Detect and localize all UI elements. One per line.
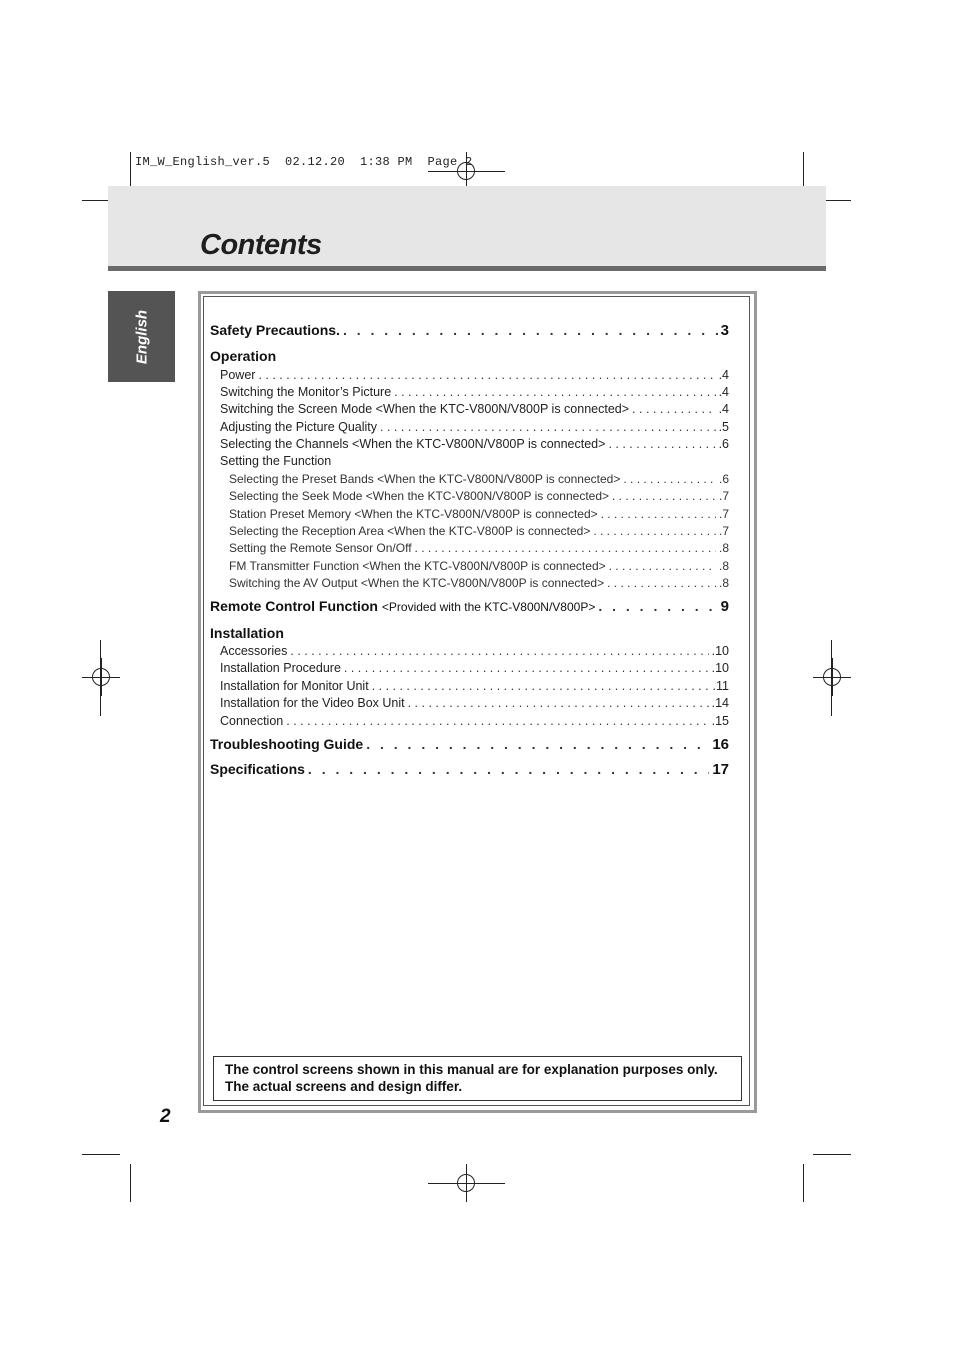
- leader-dots: [607, 576, 716, 590]
- leader-dots: [601, 507, 716, 521]
- toc-label: Selecting the Reception Area <When the KTC-V800P is connected>: [229, 524, 591, 538]
- toc-page: .5: [718, 420, 729, 434]
- toc-page: .7: [718, 507, 729, 521]
- toc-entry[interactable]: [220, 644, 729, 658]
- header-rule: [108, 266, 826, 271]
- toc-entry[interactable]: [229, 507, 729, 521]
- toc-label: Installation for the Video Box Unit: [220, 696, 405, 710]
- toc-page: 17: [712, 761, 729, 778]
- toc-entry[interactable]: [229, 576, 729, 590]
- toc-entry[interactable]: [220, 679, 729, 693]
- toc-page: .10: [711, 644, 729, 658]
- toc-entry-remote[interactable]: [210, 598, 729, 615]
- toc-entry-troubleshooting[interactable]: [210, 736, 729, 753]
- leader-dots: [286, 714, 708, 728]
- toc-entry[interactable]: [229, 472, 729, 486]
- toc-page: 16: [712, 736, 729, 753]
- toc-entry[interactable]: [229, 489, 729, 503]
- toc-label: Adjusting the Picture Quality: [220, 420, 378, 434]
- toc-page: .8: [718, 576, 729, 590]
- crop-mark: [82, 1154, 120, 1155]
- toc-page: .10: [711, 661, 729, 675]
- toc-label: Specifications: [210, 761, 305, 777]
- toc-entry[interactable]: [220, 661, 729, 675]
- toc-entry-safety[interactable]: [210, 322, 729, 339]
- toc-label: Station Preset Memory <When the KTC-V800N/V800P is connected>: [229, 507, 598, 521]
- toc-label-note: <Provided with the KTC-V800N/V800P>: [381, 600, 596, 614]
- toc-page: .8: [718, 559, 729, 573]
- toc-entry[interactable]: [229, 559, 729, 573]
- toc-label: Switching the Monitor’s Picture: [220, 385, 392, 399]
- toc-label: Selecting the Channels <When the KTC-V800N/V800P is connected>: [220, 437, 606, 451]
- leader-dots: [372, 679, 710, 693]
- toc-page: 9: [720, 598, 729, 615]
- toc-label: Remote Control Function: [210, 598, 378, 614]
- toc-heading-installation: Installation: [210, 625, 284, 641]
- leader-dots: [623, 472, 716, 486]
- notice-text: The control screens shown in this manual are for explanation purposes only. The actual screens and design differ.: [225, 1062, 718, 1094]
- toc-label: Installation Procedure: [220, 661, 341, 675]
- toc-entry[interactable]: [220, 402, 729, 416]
- crop-mark: [803, 1164, 804, 1202]
- toc-entry-specifications[interactable]: [210, 761, 729, 778]
- leader-dots: [343, 322, 718, 338]
- toc-label: Selecting the Preset Bands <When the KTC-V800N/V800P is connected>: [229, 472, 621, 486]
- leader-dots: [408, 696, 709, 710]
- toc-page: .7: [718, 489, 729, 503]
- leader-dots: [290, 644, 708, 658]
- crop-mark: [803, 152, 804, 190]
- toc-page: .7: [718, 524, 729, 538]
- print-slug: IM_W_English_ver.5 02.12.20 1:38 PM Page 2: [135, 155, 473, 169]
- language-tab: [108, 291, 175, 382]
- leader-dots: [609, 559, 716, 573]
- toc-page: .4: [718, 402, 729, 416]
- crop-mark: [130, 1164, 131, 1202]
- toc-page: .6: [718, 437, 729, 451]
- leader-dots: [394, 385, 715, 399]
- toc-entry[interactable]: [220, 437, 729, 451]
- page-number: 2: [160, 1106, 171, 1127]
- notice-box: [213, 1056, 742, 1101]
- registration-mark-icon: [82, 658, 120, 696]
- toc-label: Connection: [220, 714, 284, 728]
- toc-entry[interactable]: [220, 696, 729, 710]
- leader-dots: [598, 598, 717, 614]
- toc-label: Accessories: [220, 644, 288, 658]
- leader-dots: [308, 761, 709, 777]
- toc-entry[interactable]: [220, 714, 729, 728]
- leader-dots: [593, 524, 716, 538]
- language-tab-label: English: [133, 309, 150, 364]
- crop-mark: [130, 152, 131, 190]
- toc-page: .8: [718, 541, 729, 555]
- toc-label: Setting the Remote Sensor On/Off: [229, 541, 412, 555]
- toc-page: 3: [720, 322, 729, 339]
- toc-label-group: [210, 598, 595, 614]
- toc-page: .11: [712, 679, 729, 693]
- leader-dots: [258, 368, 715, 382]
- toc-page: .4: [718, 368, 729, 382]
- toc-subheading: Setting the Function: [220, 454, 332, 468]
- toc-label: Installation for Monitor Unit: [220, 679, 369, 693]
- toc-page: .15: [711, 714, 729, 728]
- toc-label: FM Transmitter Function <When the KTC-V800N/V800P is connected>: [229, 559, 606, 573]
- toc-entry[interactable]: [220, 420, 729, 434]
- toc-label: Power: [220, 368, 256, 382]
- crop-mark: [813, 1154, 851, 1155]
- toc-label: Safety Precautions.: [210, 322, 340, 338]
- leader-dots: [415, 541, 716, 555]
- toc-entry[interactable]: [220, 385, 729, 399]
- leader-dots: [632, 402, 716, 416]
- toc-page: .6: [718, 472, 729, 486]
- leader-dots: [608, 437, 715, 451]
- leader-dots: [366, 736, 709, 752]
- toc-label: Selecting the Seek Mode <When the KTC-V800N/V800P is connected>: [229, 489, 610, 503]
- toc-entry[interactable]: [229, 524, 729, 538]
- toc-entry[interactable]: [220, 368, 729, 382]
- leader-dots: [380, 420, 716, 434]
- page-title: Contents: [200, 229, 322, 261]
- toc-page: .4: [718, 385, 729, 399]
- toc-label: Switching the Screen Mode <When the KTC-V800N/V800P is connected>: [220, 402, 630, 416]
- leader-dots: [344, 661, 709, 675]
- toc-page: .14: [711, 696, 729, 710]
- registration-mark-icon: [447, 1164, 485, 1202]
- leader-dots: [612, 489, 716, 503]
- toc-entry[interactable]: [229, 541, 729, 555]
- toc-heading-operation: Operation: [210, 348, 277, 364]
- toc-label: Troubleshooting Guide: [210, 736, 364, 752]
- registration-mark-icon: [813, 658, 851, 696]
- toc-label: Switching the AV Output <When the KTC-V800N/V800P is connected>: [229, 576, 605, 590]
